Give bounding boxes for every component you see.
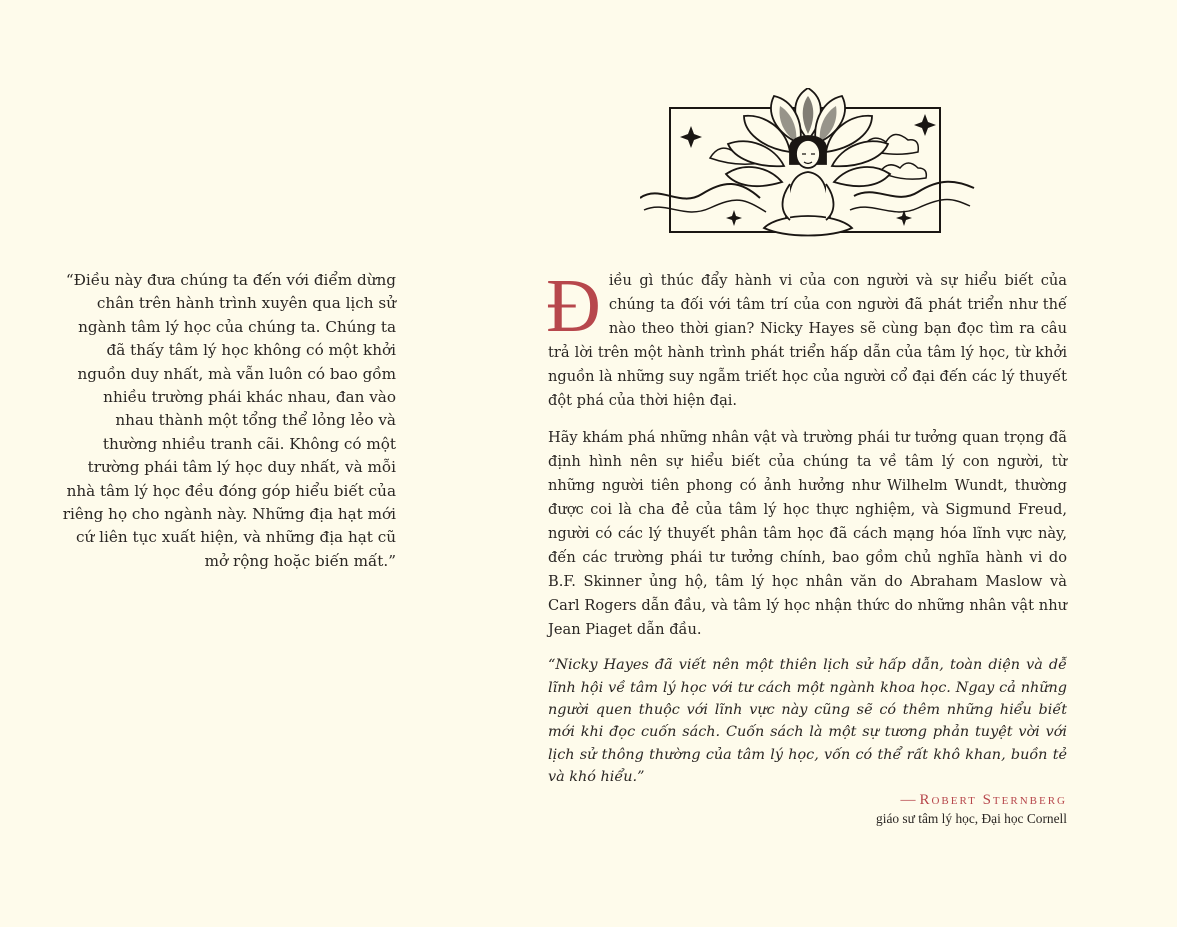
attribution-dash: — (900, 792, 916, 809)
intro-paragraph-text: iều gì thúc đẩy hành vi của con người và sự hiểu biết của chúng ta đối với tâm trí của con người đã phát triển như thế nào theo thời gian? Nicky Hayes sẽ cùng bạn đọc tìm ra câu trả lời trên một hành trình phát triển hấp dẫn của tâm lý học, từ khởi nguồn là những suy ngẫm triết học của người cổ đại đến các lý thuyết đột phá của thời hiện đại. (548, 272, 1067, 410)
reviewer-title: giáo sư tâm lý học, Đại học Cornell (876, 811, 1067, 827)
drop-cap: Đ (546, 264, 601, 348)
body-paragraph: Hãy khám phá những nhân vật và trường phái tư tưởng quan trọng đã định hình nên sự hiểu biết của chúng ta về tâm lý con người, từ những người tiên phong có ảnh hưởng như Wilhelm Wundt, thường được coi là cha đẻ của tâm lý học thực nghiệm, và Sigmund Freud, người có các lý thuyết phân tâm học đã cách mạng hóa lĩnh vực này, đến các trường phái tư tưởng chính, bao gồm chủ nghĩa hành vi do B.F. Skinner ủng hộ, tâm lý học nhân văn do Abraham Maslow và Carl Rogers dẫn đầu, và tâm lý học nhận thức do những nhân vật như Jean Piaget dẫn đầu. (548, 428, 1067, 639)
left-quote: “Điều này đưa chúng ta đến với điểm dừng chân trên hành trình xuyên qua lịch sử ngành tâm lý học của chúng ta. Chúng ta đã thấy tâm lý học không có một khởi nguồn duy nhất, mà vẫn luôn có bao gồm nhiều trường phái khác nhau, đan vào nhau thành một tổng thể lỏng lẻo và thường nhiều tranh cãi. Không có một trường phái tâm lý học duy nhất, và mỗi nhà tâm lý học đều đóng góp hiểu biết của riêng họ cho ngành này. Những địa hạt mới cứ liên tục xuất hiện, và những địa hạt cũ mở rộng hoặc biến mất.” (62, 271, 396, 570)
reviewer-name (548, 792, 1067, 809)
reviewer-name-text: Robert Sternberg (919, 792, 1067, 809)
review-quote: “Nicky Hayes đã viết nên một thiên lịch sử hấp dẫn, toàn diện và dễ lĩnh hội về tâm lý học với tư cách một ngành khoa học. Ngay cả những người quen thuộc với lĩnh vực này cũng sẽ có thêm những hiểu biết mới khi đọc cuốn sách. Cuốn sách là một sự tương phản tuyệt vời với lịch sử thông thường của tâm lý học, vốn có thể rất khô khan, buồn tẻ và khó hiểu.” (548, 657, 1067, 785)
meditating-figure-lotus-illustration (640, 88, 976, 240)
intro-paragraph (546, 264, 1067, 414)
main-text-column (546, 264, 1067, 827)
